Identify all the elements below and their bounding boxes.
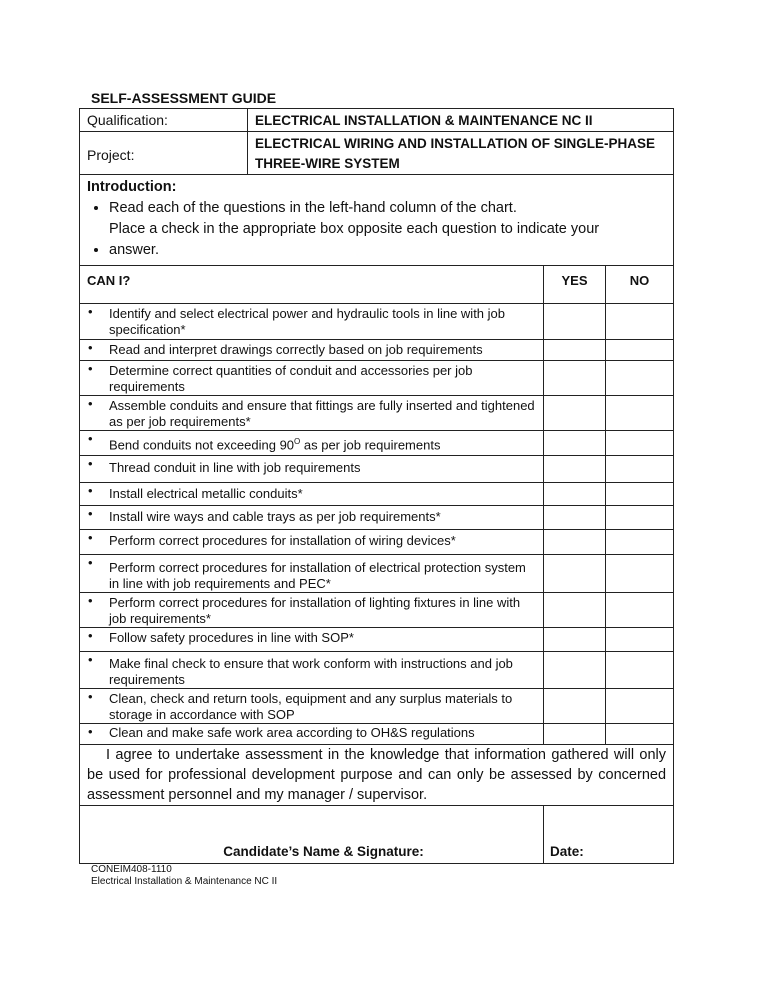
checklist-item bbox=[80, 361, 544, 396]
checklist-item-text: • Clean and make safe work area according to OH&S regulations bbox=[80, 724, 543, 741]
yes-checkbox[interactable] bbox=[544, 555, 606, 593]
no-checkbox[interactable] bbox=[606, 304, 674, 340]
no-checkbox[interactable] bbox=[606, 724, 674, 745]
footer bbox=[91, 864, 277, 888]
yes-checkbox[interactable] bbox=[544, 593, 606, 628]
checklist-item-text bbox=[80, 431, 543, 453]
footer-subtitle: Electrical Installation & Maintenance NC II bbox=[91, 876, 278, 887]
yes-checkbox[interactable] bbox=[544, 689, 606, 724]
degree-superscript: O bbox=[294, 437, 301, 446]
yes-checkbox[interactable] bbox=[544, 340, 606, 361]
checklist-item bbox=[80, 689, 544, 724]
checklist-item-text: • Identify and select electrical power and hydraulic tools in line with job specification* bbox=[80, 304, 543, 338]
checklist-item-text: • Install electrical metallic conduits* bbox=[80, 483, 543, 502]
project-value: ELECTRICAL WIRING AND INSTALLATION OF SINGLE-PHASE THREE-WIRE SYSTEM bbox=[248, 132, 674, 175]
yes-checkbox[interactable] bbox=[544, 506, 606, 530]
no-checkbox[interactable] bbox=[606, 361, 674, 396]
no-checkbox[interactable] bbox=[606, 652, 674, 689]
checklist-item-text: • Follow safety procedures in line with SOP* bbox=[80, 628, 543, 646]
checklist-item bbox=[80, 628, 544, 652]
no-checkbox[interactable] bbox=[606, 506, 674, 530]
date-label: Date: bbox=[550, 844, 584, 859]
checklist-item-text: • Determine correct quantities of conduit and accessories per job requirements bbox=[80, 361, 543, 395]
no-checkbox[interactable] bbox=[606, 593, 674, 628]
yes-checkbox[interactable] bbox=[544, 304, 606, 340]
checklist-item-text: • Clean, check and return tools, equipment and any surplus materials to storage in accordance with SOP bbox=[80, 689, 543, 723]
project-label: Project: bbox=[80, 132, 248, 175]
checklist-item bbox=[80, 555, 544, 593]
introduction-section bbox=[80, 175, 674, 266]
checklist-item bbox=[80, 431, 544, 456]
checklist-item-text: • Make final check to ensure that work conform with instructions and job requirements bbox=[80, 652, 543, 688]
item-bend-text: Bend conduits not exceeding 90 bbox=[109, 437, 295, 453]
candidate-name-label: Candidate’s Name & Signature: bbox=[223, 844, 424, 859]
yes-checkbox[interactable] bbox=[544, 431, 606, 456]
qualification-value: ELECTRICAL INSTALLATION & MAINTENANCE NC II bbox=[248, 109, 674, 132]
yes-checkbox[interactable] bbox=[544, 652, 606, 689]
checklist-item-text: • Assemble conduits and ensure that fittings are fully inserted and tightened as per job requirements* bbox=[80, 396, 543, 430]
yes-header: YES bbox=[544, 266, 606, 304]
no-checkbox[interactable] bbox=[606, 340, 674, 361]
intro-bullet: • Read each of the questions in the left-hand column of the chart. bbox=[109, 198, 665, 219]
yes-checkbox[interactable] bbox=[544, 396, 606, 431]
checklist-item-text: • Install wire ways and cable trays as per job requirements* bbox=[80, 506, 543, 525]
checklist-item-text: • Read and interpret drawings correctly based on job requirements bbox=[80, 340, 543, 358]
checklist-item-text: • Perform correct procedures for installation of lighting fixtures in line with job requirements* bbox=[80, 593, 543, 627]
qualification-label: Qualification: bbox=[80, 109, 248, 132]
yes-checkbox[interactable] bbox=[544, 483, 606, 506]
no-checkbox[interactable] bbox=[606, 456, 674, 483]
yes-checkbox[interactable] bbox=[544, 361, 606, 396]
date-field[interactable] bbox=[544, 806, 674, 864]
intro-bullet bbox=[109, 219, 665, 261]
no-checkbox[interactable] bbox=[606, 431, 674, 456]
checklist-item bbox=[80, 506, 544, 530]
agreement-statement: I agree to undertake assessment in the knowledge that information gathered will only be used for professional development purpose and can only be assessed by concerned assessment personnel and my manager / supervisor. bbox=[80, 745, 674, 806]
checklist-item bbox=[80, 593, 544, 628]
no-checkbox[interactable] bbox=[606, 628, 674, 652]
checklist-item bbox=[80, 396, 544, 431]
no-checkbox[interactable] bbox=[606, 689, 674, 724]
intro-bullet-text: Place a check in the appropriate box opposite each question to indicate your answer. bbox=[109, 221, 600, 258]
yes-checkbox[interactable] bbox=[544, 628, 606, 652]
no-checkbox[interactable] bbox=[606, 530, 674, 555]
checklist-item bbox=[80, 530, 544, 555]
no-checkbox[interactable] bbox=[606, 483, 674, 506]
guide-title: SELF-ASSESSMENT GUIDE bbox=[91, 90, 277, 106]
footer-code: CONEIM408-1110 bbox=[91, 864, 172, 875]
no-checkbox[interactable] bbox=[606, 555, 674, 593]
item-bend-tail: as per job requirements bbox=[300, 437, 441, 453]
checklist-item-text: • Thread conduit in line with job requirements bbox=[80, 456, 543, 476]
yes-checkbox[interactable] bbox=[544, 456, 606, 483]
checklist-item-text: • Perform correct procedures for installation of electrical protection system in line with job requirements and PEC* bbox=[80, 555, 543, 592]
checklist-item-text: • Perform correct procedures for installation of wiring devices* bbox=[80, 530, 543, 549]
checklist-item bbox=[80, 724, 544, 745]
checklist-item bbox=[80, 304, 544, 340]
candidate-signature-field[interactable] bbox=[80, 806, 544, 864]
yes-checkbox[interactable] bbox=[544, 724, 606, 745]
checklist-item bbox=[80, 652, 544, 689]
no-header: NO bbox=[606, 266, 674, 304]
assessment-table bbox=[79, 108, 674, 864]
can-i-header: CAN I? bbox=[80, 266, 544, 304]
introduction-heading: Introduction: bbox=[87, 179, 177, 195]
yes-checkbox[interactable] bbox=[544, 530, 606, 555]
no-checkbox[interactable] bbox=[606, 396, 674, 431]
checklist-item bbox=[80, 483, 544, 506]
checklist-item bbox=[80, 456, 544, 483]
checklist-item bbox=[80, 340, 544, 361]
